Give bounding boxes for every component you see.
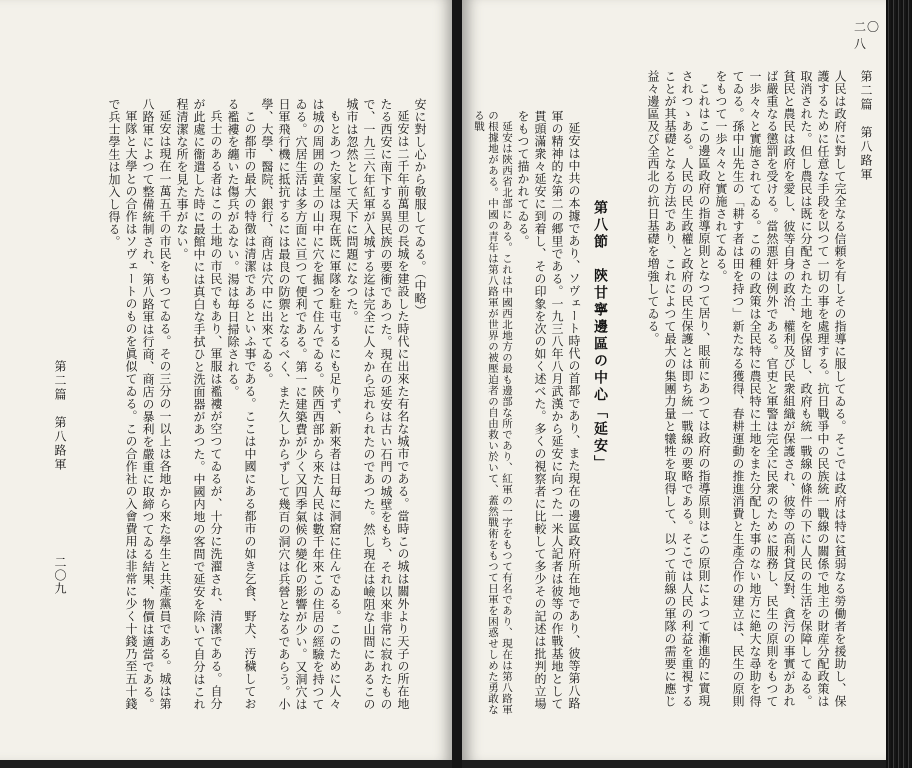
left-paragraph-2: 延安は二千年前萬里の長城を建設した時代に出來た有名な城市である。當時この城は關外より天子の所在地たる西安に南下する異民族の要衝であつた。現在の延安は古い石門の城壁をもち、それ以來非常に寂れたもので、一九三六年紅軍が入城する迄は完全に人々から忘れられたのであつた。然し現在は嶮阻な山間にあるこの城市は忽然として天下に問題になつた。	[345, 98, 410, 711]
left-page-body	[78, 98, 428, 718]
book-gutter	[452, 0, 462, 768]
left-paragraph-6: 延安は現在一萬五千の市民をもつてゐる。その三分の一以上は各地から來た學生と共產黨員である。城は第八路軍によつて整備統制され、第八路軍は行商、商店の暴利を嚴重に取締つてゐる結果、物價は適當である。	[141, 98, 172, 711]
right-paragraph-1: 人民は政府に對して完全なる信頼を有しその指導に服してゐる。そこでは政府は特に貧弱なる勞働者を援助し、保護するために任意な手段を以つて一切の事を處理する。抗日戰爭中の民族統一戰線の關係で地主の財産分配政策は取消された。但し農民は既に分配された土地を保留し、政府も統一戰線の條件の下に人民の生活を保障してゐる。貧民と農民は政府を愛し、彼等自身の政治、權利及び民衆組織が保護され、彼等の高利貸反對、貪污の事實があれば嚴重なる懲罰を受ける。當然悪奸は例外である。官吏と軍警は完全に民衆のために服務し、民生の原則をもつて一歩々々と實施されてゐる。この種の政策は全民特に農民特に土地をまた分配した事のない地方に絶大な尋助を得てゐる。孫中山先生の「耕す者は田を持つ」新たなる獲得、春耕運動の推進消費と生產合作の建立は、民生の原則をもつて一歩々々と實施されてゐる。	[714, 70, 847, 708]
right-page-number: 二〇八	[854, 20, 881, 51]
right-page-body-top	[630, 70, 848, 710]
left-paragraph-7: 軍隊と大學との合作はソヴェートのものを眞似てゐる。この合作社の入會費用は非常に少く十錢乃至五十錢で兵士學生は加入し得る。	[107, 98, 138, 710]
right-page	[462, 0, 886, 760]
left-paragraph-1: 安に對し心から敬服してゐる。（中略）	[413, 98, 427, 317]
page-stack-edge-right	[886, 0, 912, 768]
section-paragraph-2: 延安は陝西省北部にある。これは中國西北地方の最も邊部な所であり、紅軍の一字をもつて有名であり、現在は第八路軍の根據地がある。中國の青年は第八路軍が世界の被壓迫者の自由救い於いて、蓋然戰術をもつて日軍を困惑せしめた勇敢なる戰	[473, 110, 513, 715]
left-running-head: 第二篇 第八路軍	[53, 360, 67, 472]
left-paragraph-5: 兵士のある者はこの土地の市民でもあり、軍服は襤褸が空つてゐるが、十分に洗濯され、清潔である。自分が此處に衞遣した時に最館中には真白な手拭ひと洗面器があつた。中國内地の客間で延安を除いて自分はこれ程清潔な所を見た事がない。	[175, 98, 223, 711]
left-page-number: 二〇九	[53, 556, 67, 595]
section-paragraph-1: 延安は中共の本據であり、ソヴェート時代の首都であり、また現在の邊區政府所在地であり、彼等第八路軍の精神的な第二の郷里である。一九三八年八月武漢から延安に向つた一米人記者は彼等の作戰基地として貫頭滿衆々延安に到着し、その印象を次の如く述べた。多くの視察者に比較して多少その記述は批判的立場をもつて描かれてゐる。	[516, 110, 581, 710]
section-heading: 第八節 陝甘寧邊區の中心「延安」	[592, 200, 608, 472]
left-page	[0, 0, 452, 760]
right-paragraph-2: これはこの邊區政府の指導原則となつて居り、眼前にあつては政府の指導原則はこの原則によつて漸進的に實現されつゝある。人民の民生政權と政府の民生保護とは即ち統一戰線の要略である。そこでは人民の利益を重視することが其基礎となる方法であり、これによつて最大の集團力量と犧牲を取得して、以つて前線の軍隊の需要に應じ益々邊區及び全西北の抗日基礎を増強してゐる。	[646, 70, 711, 708]
right-running-head: 第二篇 第八路軍	[859, 70, 873, 182]
right-page-body-section	[473, 110, 582, 720]
left-paragraph-4: この都市の最大の特徴は清潔であるといふ事である。ここは中國にある都市の如き乞食、野犬、汚穢しておる襤褸を纏いた傷兵がゐない。湯は毎日掃除される。	[226, 98, 257, 710]
left-paragraph-3: もとあつた家屋は現在既に軍隊を駐屯するにも足りず、新來者は日毎に洞窟に住んでゐる。このために人々は城の周囲の黄土の山中に穴を掘つて住んでゐる。陝西西部から來た人民は數千年來この住居の經驗を持つてゐる。穴居生活は多方面に亘つて便利である。第一に建築費が少く又四季氣候の變化の影響が少い。又洞穴は日軍飛行機に抵抗するには最良の防禦となるべく、また久しからずして幾百の洞穴は兵營となるであらう。小學、大學、醫院、銀行、商店は穴中に出來てゐる。	[260, 98, 342, 711]
